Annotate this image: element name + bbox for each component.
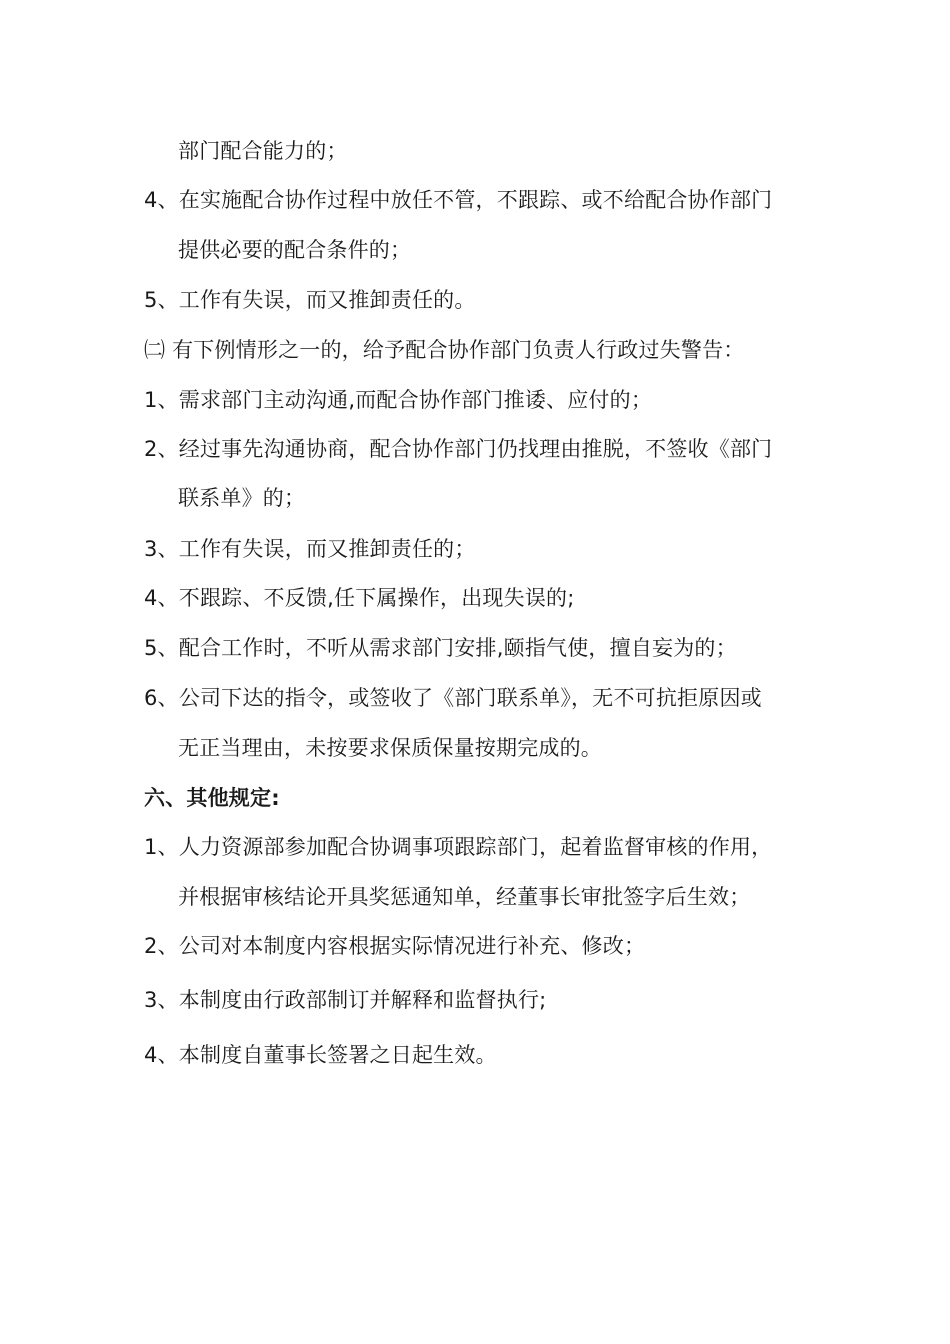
list-item: 4、不跟踪、不反馈,任下属操作，出现失误的; <box>144 586 575 610</box>
text-line: 并根据审核结论开具奖惩通知单，经董事长审批签字后生效； <box>178 885 751 909</box>
text-line: 部门配合能力的； <box>178 139 348 163</box>
text-line: 联系单》的； <box>178 486 306 510</box>
text-line: 提供必要的配合条件的； <box>178 238 412 262</box>
list-item: 2、公司对本制度内容根据实际情况进行补充、修改； <box>144 934 646 958</box>
list-item: 5、工作有失误，而又推卸责任的。 <box>144 288 476 312</box>
list-item: 3、工作有失误，而又推卸责任的； <box>144 537 476 561</box>
list-item: 4、在实施配合协作过程中放任不管，不跟踪、或不给配合协作部门 <box>144 188 773 212</box>
list-item: 1、需求部门主动沟通,而配合协作部门推诿、应付的； <box>144 388 653 412</box>
section-heading: 六、其他规定: <box>144 786 280 810</box>
list-item: 4、本制度自董事长签署之日起生效。 <box>144 1043 497 1067</box>
list-item: 1、人力资源部参加配合协调事项跟踪部门，起着监督审核的作用， <box>144 835 773 859</box>
text-line: 无正当理由，未按要求保质保量按期完成的。 <box>178 736 602 760</box>
section-subheading: ㈡ 有下例情形之一的，给予配合协作部门负责人行政过失警告： <box>144 338 745 362</box>
list-item: 6、公司下达的指令，或签收了《部门联系单》，无不可抗拒原因或 <box>144 686 762 710</box>
list-item: 5、配合工作时，不听从需求部门安排,颐指气使，擅自妄为的； <box>144 636 737 660</box>
list-item: 3、本制度由行政部制订并解释和监督执行; <box>144 988 547 1012</box>
list-item: 2、经过事先沟通协商，配合协作部门仍找理由推脱，不签收《部门 <box>144 437 773 461</box>
